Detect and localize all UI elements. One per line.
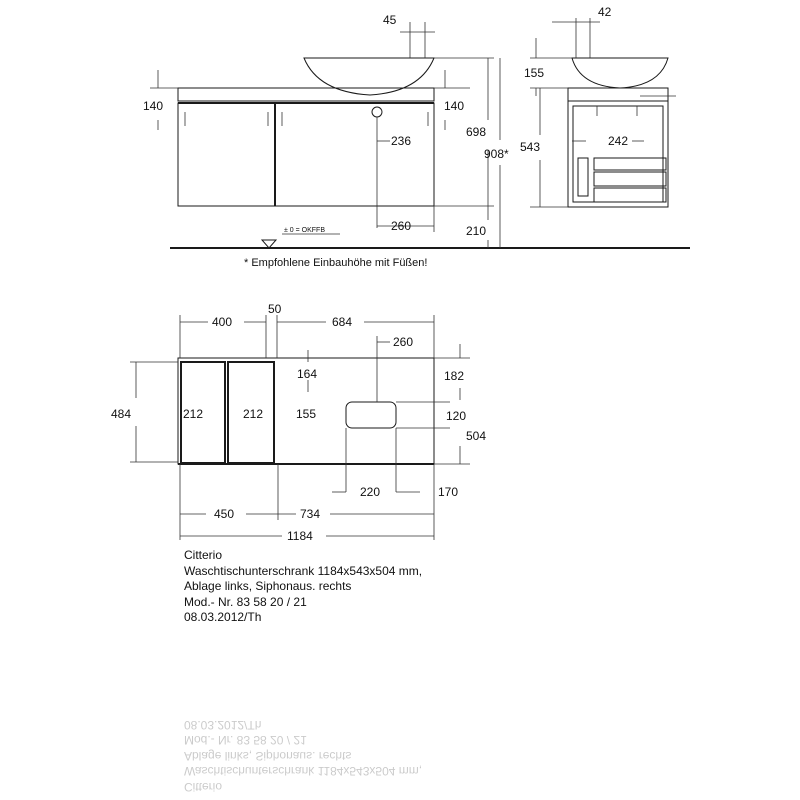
basin-outline	[304, 58, 434, 95]
dim-140-left: 140	[143, 99, 164, 113]
dim-698: 698	[466, 125, 487, 139]
dim-212-left: 212	[183, 407, 204, 421]
dim-155-side: 155	[524, 66, 545, 80]
installation-note: * Empfohlene Einbauhöhe mit Füßen!	[244, 257, 428, 269]
dim-260-front: 260	[391, 219, 412, 233]
dim-182: 182	[444, 369, 465, 383]
dim-484: 484	[111, 407, 132, 421]
dim-450: 450	[214, 507, 235, 521]
dim-684: 684	[332, 315, 353, 329]
dim-210: 210	[466, 224, 487, 238]
okffb-label: ± 0 = OKFFB	[284, 227, 325, 234]
drain-hole	[372, 107, 382, 117]
front-cabinet	[178, 103, 434, 206]
reflection: Citterio Waschtischunterschrank 1184x543x504 mm, Ablage links, Siphonaus. rechts Mod.- Nr. 83 58 20 / 21 08.03.2012/Th	[184, 718, 423, 794]
dim-1184: 1184	[287, 529, 313, 543]
level-marker	[262, 240, 276, 248]
dim-155-top: 155	[296, 407, 317, 421]
side-countertop	[568, 88, 668, 101]
siphon-cutout	[346, 402, 396, 428]
dim-260-top: 260	[393, 335, 414, 349]
product-options: Ablage links, Siphonaus. rechts	[184, 579, 352, 593]
side-cabinet	[568, 101, 668, 207]
side-basin	[572, 58, 668, 88]
dim-220: 220	[360, 485, 381, 499]
dim-45: 45	[383, 13, 397, 27]
dim-504: 504	[466, 429, 487, 443]
side-view	[530, 18, 676, 207]
dim-212-right: 212	[243, 407, 264, 421]
dim-120: 120	[446, 409, 467, 423]
dim-140-right: 140	[444, 99, 465, 113]
dim-164: 164	[297, 367, 318, 381]
front-countertop	[178, 88, 434, 101]
dim-543: 543	[520, 140, 541, 154]
model-number: Mod.- Nr. 83 58 20 / 21	[184, 594, 307, 609]
dim-242: 242	[608, 134, 629, 148]
dim-42: 42	[598, 5, 612, 19]
dim-50: 50	[268, 302, 282, 316]
dim-236: 236	[391, 134, 412, 148]
product-name: Citterio	[184, 548, 223, 562]
dim-734: 734	[300, 507, 321, 521]
date-stamp: 08.03.2012/Th	[184, 610, 262, 624]
dim-170: 170	[438, 485, 459, 499]
product-info	[184, 548, 422, 626]
dim-400: 400	[212, 315, 233, 329]
dim-908: 908*	[484, 147, 509, 161]
product-description: Waschtischunterschrank 1184x543x504 mm,	[184, 563, 423, 578]
